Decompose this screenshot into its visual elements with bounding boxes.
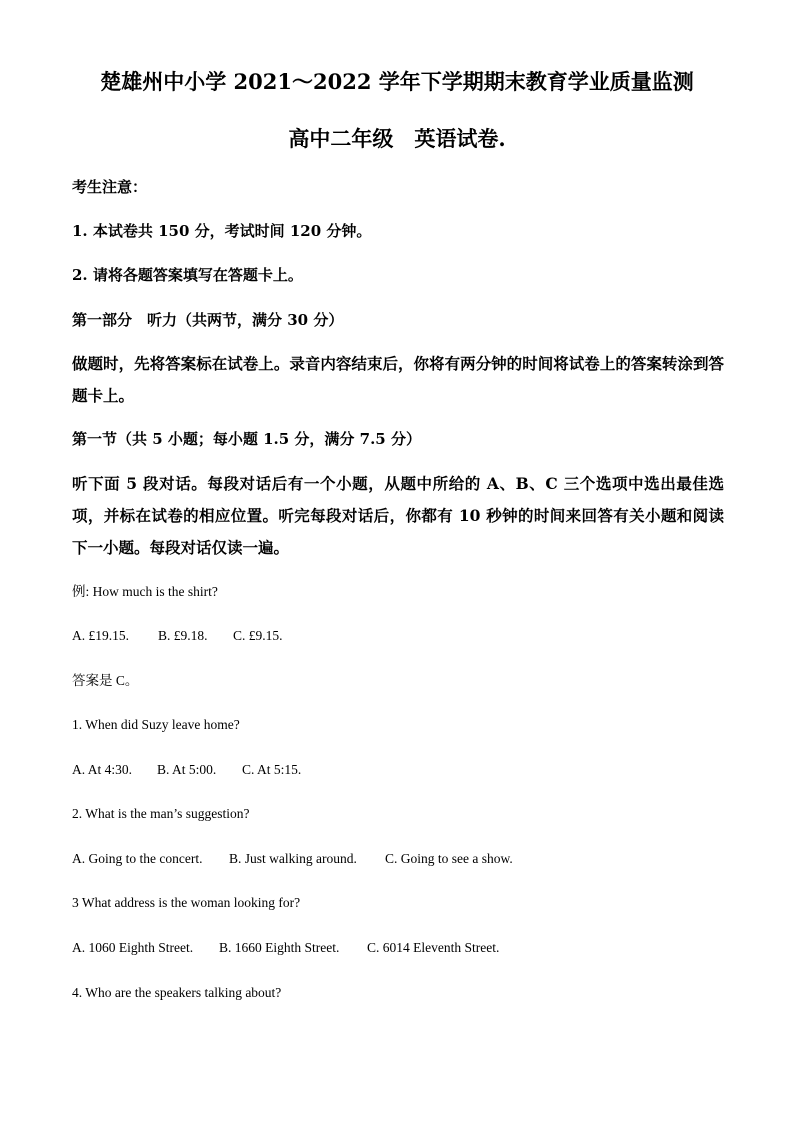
question-1-option-a: A. At 4:30. bbox=[72, 762, 133, 777]
example-options bbox=[72, 626, 283, 646]
example-option-b: B. £9.18. bbox=[158, 628, 208, 643]
question-3-options bbox=[72, 938, 499, 958]
notice-heading: 考生注意： bbox=[72, 178, 148, 196]
question-1-option-b: B. At 5:00. bbox=[157, 762, 217, 777]
question-3-option-b: B. 1660 Eighth Street. bbox=[219, 940, 340, 955]
question-3: 3 What address is the woman looking for? bbox=[72, 895, 301, 910]
question-1-options bbox=[72, 760, 301, 780]
notice-item-1: 1. 本试卷共 150 分，考试时间 120 分钟。 bbox=[72, 222, 372, 240]
question-2: 2. What is the man’s suggestion? bbox=[72, 806, 250, 821]
question-3-option-a: A. 1060 Eighth Street. bbox=[72, 940, 194, 955]
section1-instructions: 听下面 5 段对话。每段对话后有一个小题，从题中所给的 A、B、C 三个选项中选出最佳选项，并标在试卷的相应位置。听完每段对话后，你都有 10 秒钟的时间来回答有关小题和阅读下一小题。每段对话仅读一遍。 bbox=[72, 474, 724, 557]
exam-title: 楚雄州中小学 2021～2022 学年下学期期末教育学业质量监测 bbox=[100, 69, 694, 94]
exam-subtitle: 高中二年级 英语试卷. bbox=[288, 126, 506, 151]
example-question: 例: How much is the shirt? bbox=[72, 584, 218, 599]
example-answer: 答案是 C。 bbox=[72, 673, 139, 688]
question-2-option-b: B. Just walking around. bbox=[229, 851, 357, 866]
question-1-option-c: C. At 5:15. bbox=[242, 762, 302, 777]
part1-instructions: 做题时，先将答案标在试卷上。录音内容结束后，你将有两分钟的时间将试卷上的答案转涂到答题卡上。 bbox=[72, 354, 724, 405]
example-option-c: C. £9.15. bbox=[233, 628, 283, 643]
part1-heading: 第一部分 听力（共两节，满分 30 分） bbox=[72, 311, 344, 329]
section1-heading: 第一节（共 5 小题；每小题 1.5 分，满分 7.5 分） bbox=[72, 430, 421, 448]
example-option-a: A. £19.15. bbox=[72, 628, 129, 643]
question-1: 1. When did Suzy leave home? bbox=[72, 717, 240, 732]
question-4: 4. Who are the speakers talking about? bbox=[72, 985, 282, 1000]
question-2-option-a: A. Going to the concert. bbox=[72, 851, 203, 866]
question-2-option-c: C. Going to see a show. bbox=[385, 851, 513, 866]
question-2-options bbox=[72, 849, 513, 869]
question-3-option-c: C. 6014 Eleventh Street. bbox=[367, 940, 500, 955]
notice-item-2: 2. 请将各题答案填写在答题卡上。 bbox=[72, 266, 303, 284]
